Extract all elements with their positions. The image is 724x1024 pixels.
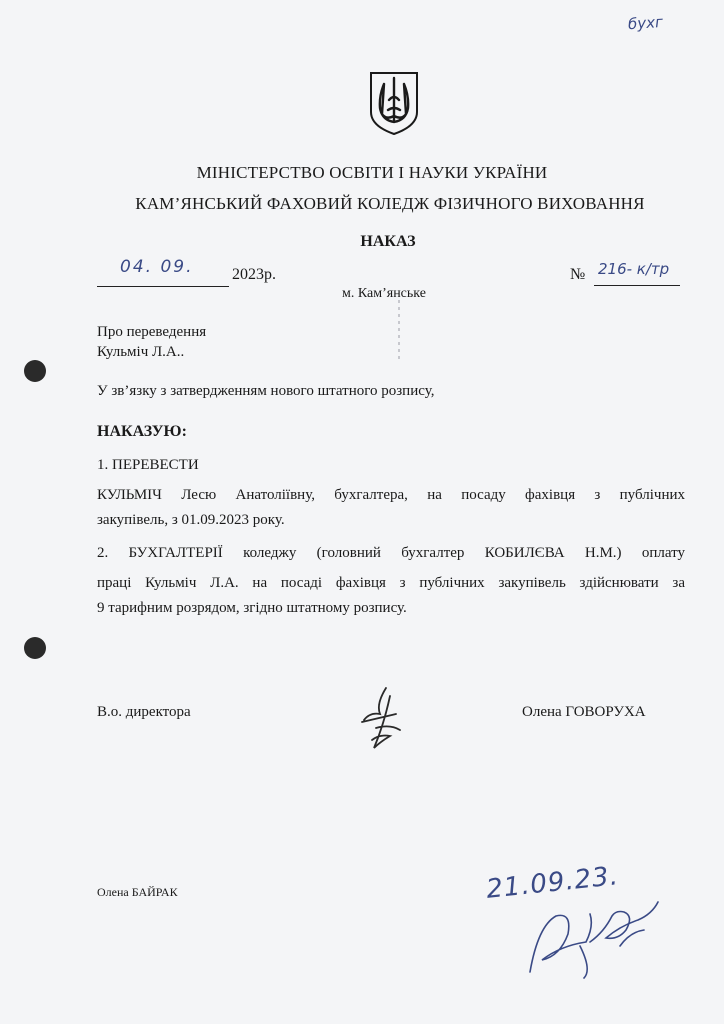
item2-text-line1: 2. БУХГАЛТЕРІЇ коледжу (головний бухгалтер КОБИЛЄВА Н.М.) оплату xyxy=(97,545,685,561)
document-type-title: НАКАЗ xyxy=(360,233,416,250)
ministry-heading: МІНІСТЕРСТВО ОСВІТИ І НАУКИ УКРАЇНИ xyxy=(196,163,548,182)
signatory-position: В.о. директора xyxy=(97,704,191,720)
item1-text-line2: закупівель, з 01.09.2023 року. xyxy=(97,512,285,528)
director-signature xyxy=(356,684,412,754)
order-topic-line2: Кульміч Л.А.. xyxy=(97,344,185,360)
order-number-label: № xyxy=(570,266,586,283)
punch-hole-top xyxy=(24,360,46,382)
item2-text-line2: праці Кульміч Л.А. на посаді фахівця з публічних закупівель здійснювати за xyxy=(97,575,685,591)
order-directive-heading: НАКАЗУЮ: xyxy=(97,423,187,440)
item1-text-line1: КУЛЬМІЧ Лесю Анатоліївну, бухгалтера, на посаду фахівця з публічних xyxy=(97,487,685,503)
order-year: 2023р. xyxy=(232,266,276,283)
executor-signature xyxy=(520,886,670,986)
executor-date-handwritten: 21.09.23. xyxy=(484,861,621,905)
fold-crease xyxy=(396,300,402,362)
item1-title: 1. ПЕРЕВЕСТИ xyxy=(97,457,199,473)
item2-text-line3: 9 тарифним розрядом, згідно штатному розпису. xyxy=(97,600,407,616)
handwritten-corner-note: бухг xyxy=(627,12,664,34)
order-reason: У зв’язку з затвердженням нового штатного розпису, xyxy=(97,383,435,399)
college-heading: КАМ’ЯНСЬКИЙ ФАХОВИЙ КОЛЕДЖ ФІЗИЧНОГО ВИХОВАННЯ xyxy=(135,194,645,213)
punch-hole-bottom xyxy=(24,637,46,659)
order-number-handwritten: 216- к/тр xyxy=(598,260,670,278)
order-city: м. Кам’янське xyxy=(342,286,426,301)
trident-emblem-icon xyxy=(368,70,420,136)
executor-name: Олена БАЙРАК xyxy=(97,885,178,899)
order-topic-line1: Про переведення xyxy=(97,324,207,340)
order-date-handwritten: 04. 09. xyxy=(120,257,194,277)
signatory-name: Олена ГОВОРУХА xyxy=(522,704,646,720)
